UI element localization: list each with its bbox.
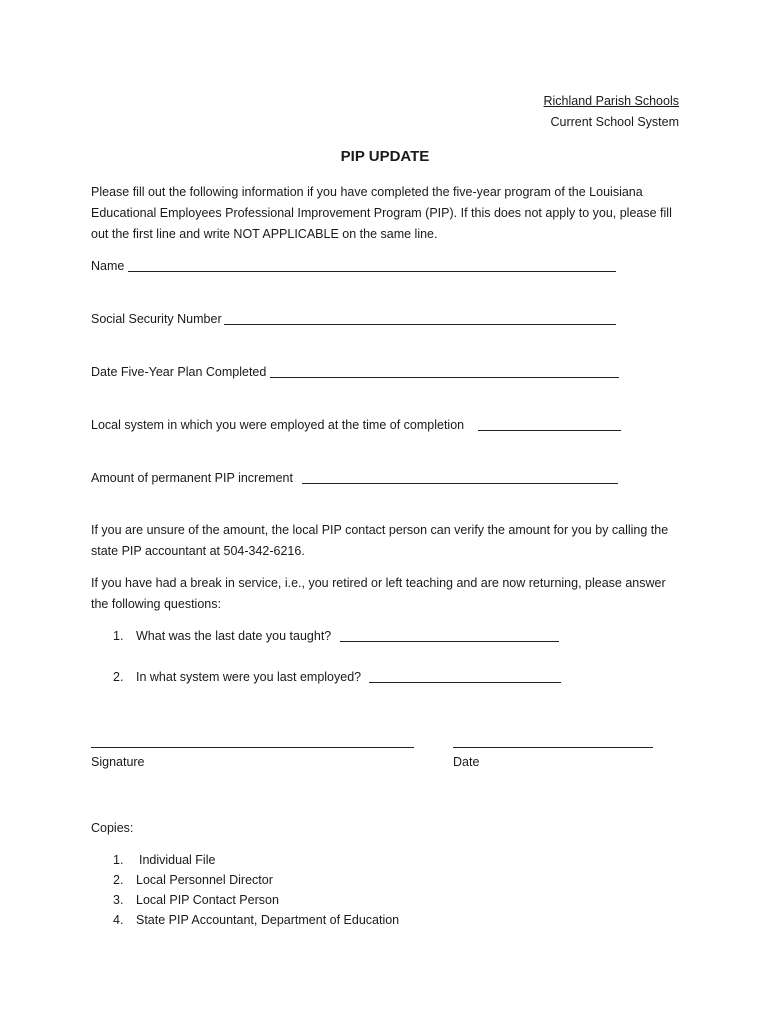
- date-label: Date: [453, 755, 480, 769]
- name-label: Name: [91, 259, 125, 273]
- unsure-note: If you are unsure of the amount, the local PIP contact person can verify the amount for you by calling the state PIP accountant at 504-342-6216.: [91, 523, 669, 558]
- copies-item: Individual File: [139, 853, 216, 867]
- question-text: What was the last date you taught?: [136, 629, 332, 643]
- last-date-taught-field-line[interactable]: [340, 641, 559, 642]
- name-field-line[interactable]: [128, 271, 616, 272]
- header-organization: Richland Parish Schools: [543, 94, 679, 108]
- local-system-label: Local system in which you were employed at the time of completion: [91, 418, 465, 432]
- question-text: In what system were you last employed?: [136, 670, 362, 684]
- ssn-label: Social Security Number: [91, 312, 222, 326]
- signature-label: Signature: [91, 755, 145, 769]
- copies-item-number: 3.: [113, 893, 124, 907]
- copies-item: Local PIP Contact Person: [136, 893, 279, 907]
- header-school-system: Current School System: [550, 115, 679, 129]
- break-in-service-note: If you have had a break in service, i.e., you retired or left teaching and are now returning, please answer the following questions:: [91, 576, 666, 611]
- signature-line[interactable]: [91, 747, 414, 748]
- question-number: 1.: [113, 629, 124, 643]
- local-system-field-line[interactable]: [478, 430, 621, 431]
- pip-increment-field-line[interactable]: [302, 483, 618, 484]
- page-title: PIP UPDATE: [340, 148, 430, 165]
- copies-item-number: 2.: [113, 873, 124, 887]
- ssn-field-line[interactable]: [224, 324, 616, 325]
- copies-item-number: 4.: [113, 913, 124, 927]
- question-number: 2.: [113, 670, 124, 684]
- pip-increment-label: Amount of permanent PIP increment: [91, 471, 293, 485]
- date-completed-label: Date Five-Year Plan Completed: [91, 365, 267, 379]
- last-system-field-line[interactable]: [369, 682, 561, 683]
- copies-item: Local Personnel Director: [136, 873, 273, 887]
- copies-item-number: 1.: [113, 853, 124, 867]
- intro-paragraph: Please fill out the following information if you have completed the five-year program of the Louisiana Educational Employees Professional Improvement Program (PIP). If this does not apply to you, please fill out the first line and write NOT APPLICABLE on the same line.: [91, 185, 672, 241]
- copies-label: Copies:: [91, 821, 134, 835]
- date-line[interactable]: [453, 747, 653, 748]
- copies-item: State PIP Accountant, Department of Education: [136, 913, 400, 927]
- date-completed-field-line[interactable]: [270, 377, 619, 378]
